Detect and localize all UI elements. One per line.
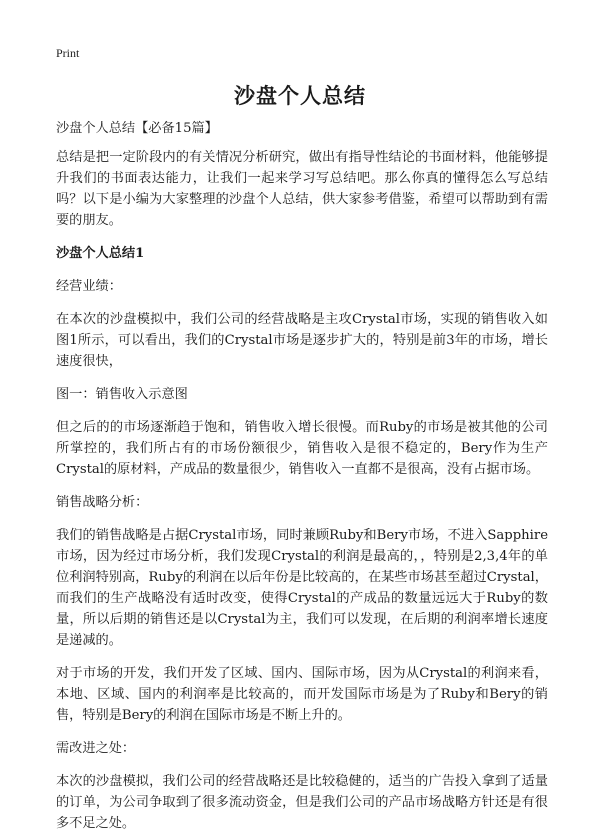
- paragraph-performance: 在本次的沙盘模拟中，我们公司的经营战略是主攻Crystal市场，实现的销售收入如图1所示，可以看出，我们的Crystal市场是逐步扩大的，特别是前3年的市场，增长速度很快，: [56, 312, 548, 369]
- page-title: 沙盘个人总结: [234, 84, 366, 108]
- label-improve: 需改进之处：: [56, 741, 136, 756]
- article-body: [56, 118, 548, 834]
- label-performance: 经营业绩：: [56, 279, 122, 294]
- paragraph-improve: 本次的沙盘模拟，我们公司的经营战略还是比较稳健的，适当的广告投入拿到了适量的订单，为公司争取到了很多流动资金，但是我们公司的产品市场战略方针还是有很多不足之处。: [56, 774, 548, 831]
- subtitle: 沙盘个人总结【必备15篇】: [56, 121, 218, 136]
- paragraph-after-figure: 但之后的的市场逐渐趋于饱和，销售收入增长很慢。而Ruby的市场是被其他的公司所掌控的，我们所占有的市场份额很少，销售收入是很不稳定的，Bery作为生产Crystal的原材料，产成品的数量很少，销售收入一直都不是很高，没有占据市场。: [56, 420, 548, 477]
- label-strategy: 销售战略分析：: [56, 495, 149, 510]
- intro-paragraph: 总结是把一定阶段内的有关情况分析研究，做出有指导性结论的书面材料，他能够提升我们的书面表达能力，让我们一起来学习写总结吧。那么你真的懂得怎么写总结吗？以下是小编为大家整理的沙盘个人总结，供大家参考借鉴，希望可以帮助到有需要的朋友。: [56, 150, 548, 228]
- figure-caption: 图一：销售收入示意图: [56, 387, 188, 402]
- section-heading: 沙盘个人总结1: [56, 246, 145, 261]
- print-link[interactable]: Print: [56, 46, 80, 60]
- paragraph-markets: 对于市场的开发，我们开发了区域、国内、国际市场，因为从Crystal的利润来看，本地、区域、国内的利润率是比较高的，而开发国际市场是为了Ruby和Bery的销售，特别是Bery的利润在国际市场是不断上升的。: [56, 666, 548, 723]
- paragraph-strategy: 我们的销售战略是占据Crystal市场，同时兼顾Ruby和Bery市场，不进入Sapphire市场，因为经过市场分析，我们发现Crystal的利润是最高的，，特别是2,3,4年的单位利润特别高，Ruby的利润在以后年份是比较高的，在某些市场甚至超过Crystal，而我们的生产战略没有适时改变，使得Crystal的产成品的数量远远大于Ruby的数量，所以后期的销售还是以Crystal为主，我们可以发现，在后期的利润率增长速度是递减的。: [56, 528, 548, 648]
